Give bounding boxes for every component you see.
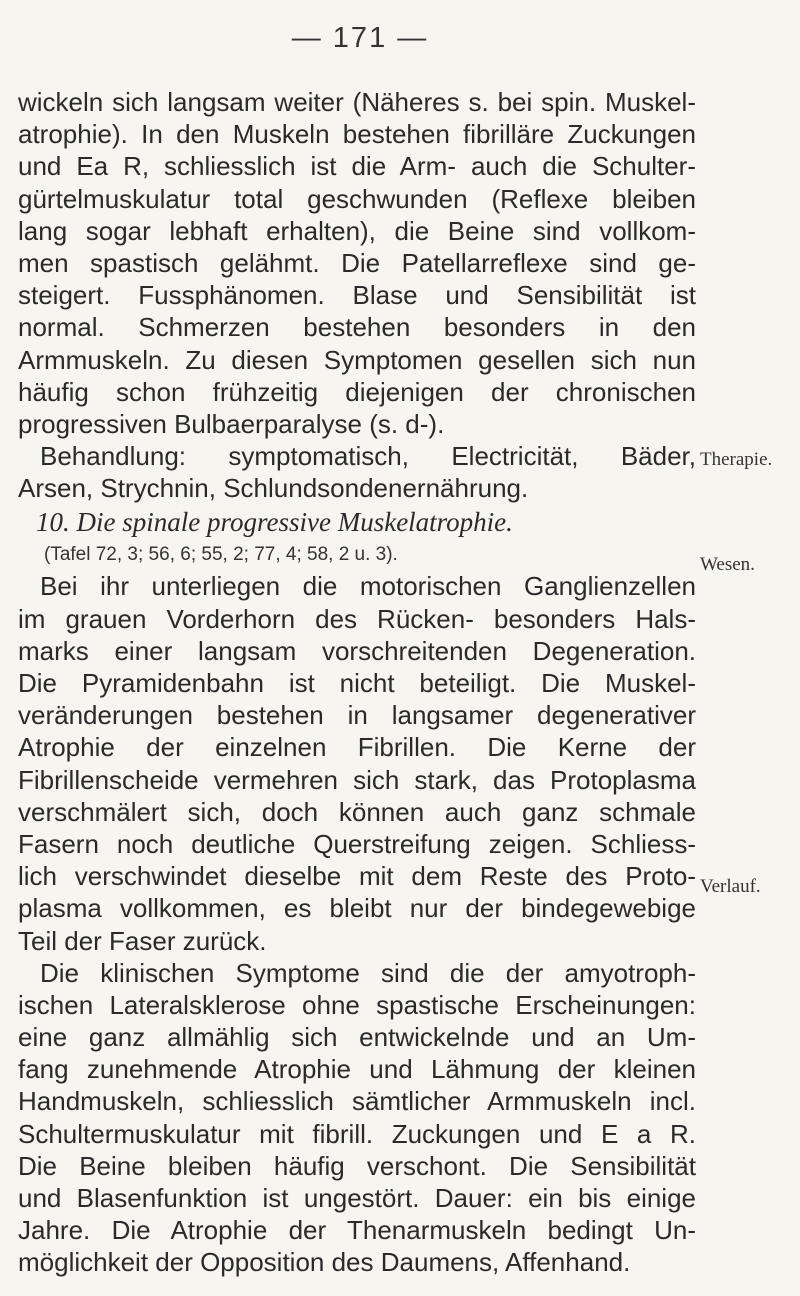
text-line: und Ea R, schliesslich ist die Arm- auch die Schulter- bbox=[18, 151, 696, 182]
text-line: veränderungen bestehen in langsamer degenerativer bbox=[18, 700, 696, 731]
text-line: normal. Schmerzen bestehen besonders in den bbox=[18, 312, 696, 343]
text-line: Handmuskeln, schliesslich sämtlicher Armmuskeln incl. bbox=[18, 1086, 696, 1117]
text-line: Die Pyramidenbahn ist nicht beteiligt. Die Muskel- bbox=[18, 668, 696, 698]
text-line: lich verschwindet dieselbe mit dem Reste des Proto- bbox=[18, 861, 696, 892]
text-line: Fibrillenscheide vermehren sich stark, das Protoplasma bbox=[18, 764, 696, 795]
text-line: Armmuskeln. Zu diesen Symptomen gesellen sich nun bbox=[18, 344, 696, 375]
text-line: Jahre. Die Atrophie der Thenarmuskeln bedingt Un- bbox=[18, 1215, 696, 1246]
text-line: und Blasenfunktion ist ungestört. Dauer: ein bis einige bbox=[18, 1183, 696, 1213]
body-text bbox=[18, 86, 696, 1279]
text-line: eine ganz allmählig sich entwickelnde und an Um- bbox=[18, 1022, 696, 1053]
text-line: fang zunehmende Atrophie und Lähmung der kleinen bbox=[18, 1054, 696, 1085]
text-line: Bei ihr unterliegen die motorischen Ganglienzellen bbox=[40, 571, 696, 602]
text-line: lang sogar lebhaft erhalten), die Beine sind vollkom- bbox=[18, 215, 696, 246]
text-line: Die Beine bleiben häufig verschont. Die Sensibilität bbox=[18, 1150, 696, 1181]
text-line: verschmälert sich, doch können auch ganz schmale bbox=[18, 796, 696, 827]
text-line: steigert. Fussphänomen. Blase und Sensibilität ist bbox=[18, 280, 696, 311]
text-line: plasma vollkommen, es bleibt nur der bindegewebige bbox=[18, 893, 696, 924]
text-line: gürtelmuskulatur total geschwunden (Reflexe bleiben bbox=[18, 183, 696, 214]
text-line: marks einer langsam vorschreitenden Degeneration. bbox=[18, 635, 696, 666]
margin-note-therapie: Therapie. bbox=[700, 449, 773, 470]
text-line: progressiven Bulbaerparalyse (s. d-). bbox=[18, 408, 445, 439]
text-line: im grauen Vorderhorn des Rücken- besonders Hals- bbox=[18, 603, 696, 634]
text-line: Arsen, Strychnin, Schlundsondenernährung. bbox=[18, 473, 529, 504]
text-line: wickeln sich langsam weiter (Näheres s. bei spin. Muskel- bbox=[18, 87, 696, 117]
text-line: Schultermuskulatur mit fibrill. Zuckungen und E a R. bbox=[18, 1118, 696, 1149]
text-line: Teil der Faser zurück. bbox=[18, 925, 267, 956]
text-line: Behandlung: symptomatisch, Electricität, Bäder, bbox=[40, 441, 696, 472]
section-subheading: (Tafel 72, 3; 56, 6; 55, 2; 77, 4; 58, 2 u. 3). bbox=[44, 544, 398, 566]
page-number: — 171 — bbox=[291, 22, 429, 54]
text-line: men spastisch gelähmt. Die Patellarreflexe sind ge- bbox=[18, 247, 696, 278]
margin-note-wesen: Wesen. bbox=[700, 554, 755, 575]
text-line: Die klinischen Symptome sind die der amyotroph- bbox=[40, 957, 696, 988]
text-line: häufig schon frühzeitig diejenigen der chronischen bbox=[18, 376, 696, 407]
margin-note-verlauf: Verlauf. bbox=[700, 876, 761, 897]
section-heading: 10. Die spinale progressive Muskelatrophie. bbox=[36, 507, 513, 538]
text-line: Fasern noch deutliche Querstreifung zeigen. Schliess- bbox=[18, 828, 696, 859]
text-line: möglichkeit der Opposition des Daumens, Affenhand. bbox=[18, 1247, 631, 1278]
text-line: ischen Lateralsklerose ohne spastische Erscheinungen: bbox=[18, 989, 696, 1020]
text-line: Atrophie der einzelnen Fibrillen. Die Kerne der bbox=[18, 732, 696, 763]
text-line: atrophie). In den Muskeln bestehen fibrilläre Zuckungen bbox=[18, 119, 696, 150]
